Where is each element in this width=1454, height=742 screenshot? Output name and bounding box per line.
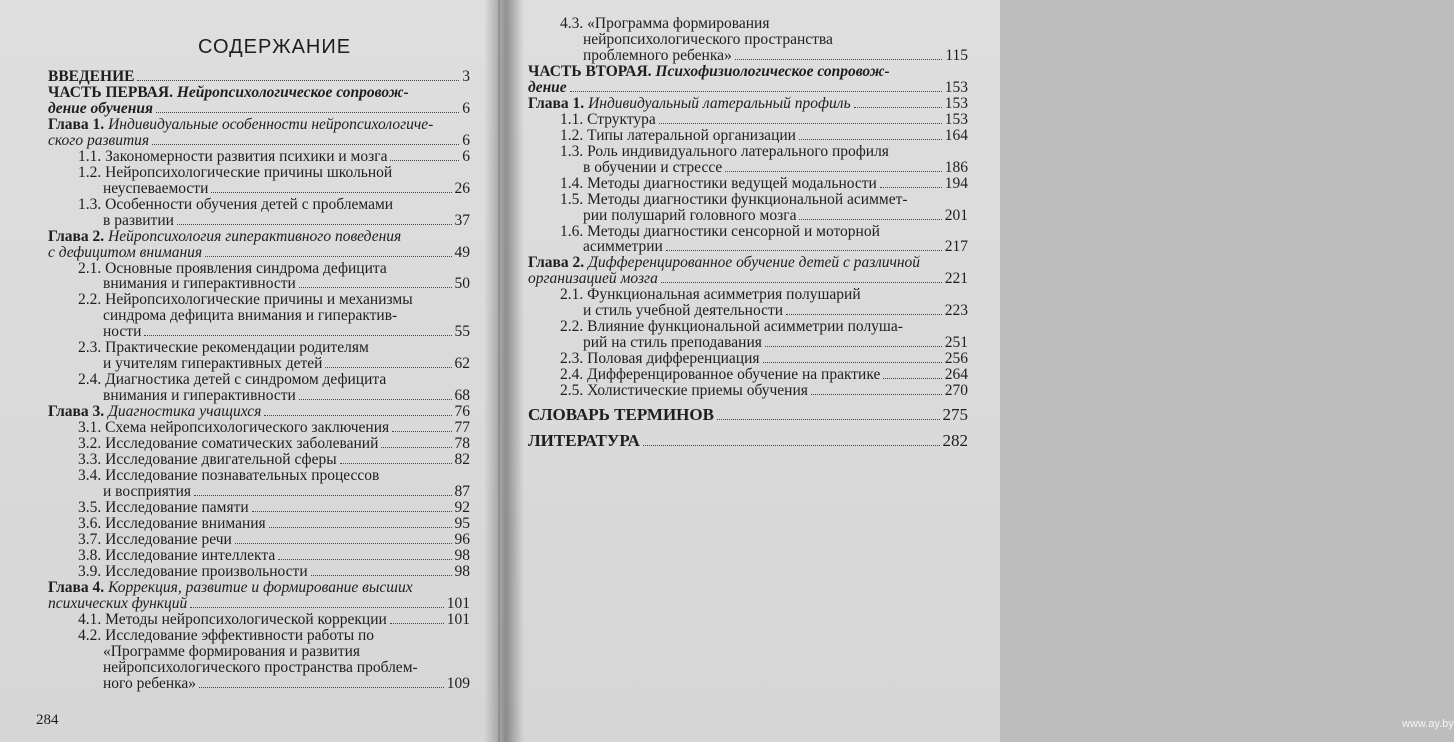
toc-page-number: 101 bbox=[446, 594, 470, 612]
dot-leader bbox=[666, 250, 942, 251]
toc-section-entry bbox=[528, 255, 968, 287]
toc-page-number: 282 bbox=[942, 431, 968, 451]
dot-leader bbox=[311, 575, 452, 576]
toc-line bbox=[528, 48, 968, 64]
dot-leader bbox=[381, 447, 451, 448]
dot-leader bbox=[205, 256, 451, 257]
toc-line bbox=[48, 261, 470, 277]
toc-line-text: ЛИТЕРАТУРА bbox=[528, 431, 640, 451]
table-of-contents-right bbox=[528, 16, 968, 451]
toc-line bbox=[48, 356, 470, 372]
toc-page-number: 87 bbox=[454, 482, 470, 500]
dot-leader bbox=[144, 335, 451, 336]
toc-line bbox=[48, 229, 470, 245]
toc-line-text: рий на стиль преподавания bbox=[583, 334, 762, 352]
dot-leader bbox=[152, 144, 459, 145]
toc-line-text: 2.3. Практические рекомендации родителям bbox=[78, 339, 369, 357]
toc-line bbox=[48, 165, 470, 181]
toc-subsection-entry bbox=[528, 112, 968, 128]
toc-section-entry bbox=[48, 85, 470, 117]
toc-page-number: 275 bbox=[942, 405, 968, 425]
toc-line bbox=[48, 181, 470, 197]
toc-page-number: 6 bbox=[462, 147, 470, 165]
toc-section-entry bbox=[48, 117, 470, 149]
toc-line-text: дение обучения bbox=[48, 99, 153, 117]
toc-page-number: 186 bbox=[944, 158, 968, 176]
toc-line bbox=[48, 436, 470, 452]
toc-line-text: 2.4. Диагностика детей с синдромом дефицита bbox=[78, 371, 387, 389]
dot-leader bbox=[190, 607, 443, 608]
toc-line bbox=[48, 340, 470, 356]
toc-line-text: Глава 4. bbox=[48, 578, 105, 596]
toc-line bbox=[48, 676, 470, 692]
toc-page-number: 201 bbox=[944, 206, 968, 224]
toc-line bbox=[528, 16, 968, 32]
toc-line-text: Глава 2. bbox=[528, 254, 585, 272]
toc-line bbox=[528, 208, 968, 224]
toc-subsection-entry bbox=[48, 165, 470, 197]
toc-line bbox=[528, 255, 968, 271]
dot-leader bbox=[269, 527, 452, 528]
toc-line-text: 1.1. Закономерности развития психики и мозга bbox=[78, 147, 388, 165]
toc-line bbox=[528, 405, 968, 425]
toc-subsection-entry bbox=[48, 420, 470, 436]
toc-line-text: 2.2. Влияние функциональной асимметрии полуша- bbox=[560, 318, 903, 336]
toc-page-number: 55 bbox=[454, 323, 470, 341]
dot-leader bbox=[340, 463, 452, 464]
toc-page-number: 92 bbox=[454, 498, 470, 516]
toc-line bbox=[48, 133, 470, 149]
contents-heading: СОДЕРЖАНИЕ bbox=[198, 36, 352, 58]
toc-page-number: 68 bbox=[454, 387, 470, 405]
toc-line bbox=[528, 160, 968, 176]
toc-line-text: 1.2. Нейропсихологические причины школьной bbox=[78, 163, 393, 181]
toc-line-text: 3.4. Исследование познавательных процессов bbox=[78, 467, 380, 485]
toc-page-number: 153 bbox=[944, 78, 968, 96]
watermark: www.ay.by bbox=[1402, 718, 1454, 730]
dot-leader bbox=[211, 192, 451, 193]
dot-leader bbox=[390, 623, 444, 624]
toc-line bbox=[528, 128, 968, 144]
toc-line-text: 2.1. Основные проявления синдрома дефицита bbox=[78, 259, 387, 277]
toc-page-number: 50 bbox=[454, 275, 470, 293]
toc-line-text: 4.1. Методы нейропсихологической коррекции bbox=[78, 610, 387, 628]
toc-line bbox=[48, 452, 470, 468]
toc-section-entry bbox=[48, 69, 470, 85]
toc-line-text: организацией мозга bbox=[528, 270, 658, 288]
toc-page-number: 115 bbox=[945, 46, 968, 64]
toc-line bbox=[48, 197, 470, 213]
toc-line-text: 1.6. Методы диагностики сенсорной и моторной bbox=[560, 222, 880, 240]
toc-line bbox=[48, 612, 470, 628]
toc-line-text: 4.3. «Программа формирования bbox=[560, 15, 770, 32]
toc-line-text: «Программе формирования и развития bbox=[103, 642, 361, 660]
toc-line bbox=[48, 292, 470, 308]
toc-line-text: дение bbox=[528, 78, 567, 96]
toc-line-text: ВВЕДЕНИЕ bbox=[48, 68, 135, 85]
toc-line bbox=[528, 80, 968, 96]
toc-line bbox=[48, 628, 470, 644]
toc-line-text: и учителям гиперактивных детей bbox=[103, 355, 323, 373]
toc-line-title: Дифференцированное обучение детей с различной bbox=[584, 254, 921, 272]
toc-subsection-entry bbox=[528, 383, 968, 399]
dot-leader bbox=[763, 362, 942, 363]
toc-page-number: 101 bbox=[446, 610, 470, 628]
toc-page-number: 6 bbox=[462, 99, 470, 117]
toc-page-number: 264 bbox=[944, 366, 968, 384]
toc-subsection-entry bbox=[48, 612, 470, 628]
page-number: 284 bbox=[36, 712, 59, 728]
toc-section-entry bbox=[48, 229, 470, 261]
toc-line-text: Глава 1. bbox=[48, 115, 105, 133]
toc-subsection-entry bbox=[528, 287, 968, 319]
toc-line bbox=[48, 276, 470, 292]
toc-line bbox=[528, 271, 968, 287]
toc-line bbox=[48, 213, 470, 229]
dot-leader bbox=[177, 224, 452, 225]
toc-subsection-entry bbox=[528, 128, 968, 144]
dot-leader bbox=[799, 139, 942, 140]
toc-line-title: Индивидуальные особенности нейропсихологиче- bbox=[104, 115, 434, 133]
toc-line bbox=[48, 117, 470, 133]
toc-page-number: 98 bbox=[454, 546, 470, 564]
toc-subsection-entry bbox=[48, 292, 470, 340]
toc-line-text: 3.1. Схема нейропсихологического заключения bbox=[78, 419, 390, 437]
toc-line bbox=[48, 596, 470, 612]
dot-leader bbox=[854, 107, 942, 108]
toc-subsection-entry bbox=[48, 564, 470, 580]
toc-subsection-entry bbox=[48, 628, 470, 692]
toc-line-text: Глава 3. bbox=[48, 403, 105, 421]
dot-leader bbox=[643, 445, 940, 446]
toc-line-text: 1.1. Структура bbox=[560, 110, 656, 128]
toc-line bbox=[48, 548, 470, 564]
toc-line-title: Нейропсихологическое сопровож- bbox=[172, 84, 409, 101]
toc-line-text: ЧАСТЬ ПЕРВАЯ. bbox=[48, 84, 173, 101]
toc-line bbox=[48, 660, 470, 676]
toc-subsection-entry bbox=[48, 548, 470, 564]
toc-page-number: 153 bbox=[944, 110, 968, 128]
toc-line bbox=[528, 64, 968, 80]
toc-subsection-entry bbox=[528, 319, 968, 351]
toc-line bbox=[528, 239, 968, 255]
toc-line-text: 2.2. Нейропсихологические причины и механизмы bbox=[78, 291, 413, 309]
toc-page-number: 37 bbox=[454, 211, 470, 229]
toc-line-text: с дефицитом внимания bbox=[48, 243, 203, 261]
toc-line-text: нейропсихологического пространства проблем- bbox=[103, 658, 418, 676]
toc-section-entry bbox=[48, 580, 470, 612]
toc-line-text: проблемного ребенка» bbox=[583, 46, 732, 64]
toc-subsection-entry bbox=[48, 372, 470, 404]
toc-subsection-entry bbox=[48, 436, 470, 452]
toc-line bbox=[528, 112, 968, 128]
toc-line bbox=[48, 149, 470, 165]
toc-line bbox=[528, 351, 968, 367]
toc-line-text: неуспеваемости bbox=[103, 179, 209, 197]
toc-line bbox=[528, 319, 968, 335]
toc-page-number: 62 bbox=[454, 355, 470, 373]
toc-line bbox=[48, 388, 470, 404]
toc-line-text: ного ребенка» bbox=[103, 674, 197, 692]
toc-line-text: 3.6. Исследование внимания bbox=[78, 514, 266, 532]
toc-line-text: 1.3. Роль индивидуального латерального профиля bbox=[560, 142, 889, 160]
toc-page-number: 82 bbox=[454, 451, 470, 469]
toc-line-text: ского развития bbox=[48, 131, 150, 149]
toc-line-text: 1.3. Особенности обучения детей с проблемами bbox=[78, 195, 394, 213]
dot-leader bbox=[137, 80, 459, 81]
toc-line-text: синдрома дефицита внимания и гиперактив- bbox=[103, 307, 398, 325]
toc-page-number: 95 bbox=[454, 514, 470, 532]
dot-leader bbox=[199, 687, 444, 688]
toc-line-text: рии полушарий головного мозга bbox=[583, 206, 797, 224]
dot-leader bbox=[390, 160, 459, 161]
toc-line bbox=[528, 431, 968, 451]
toc-page-number: 109 bbox=[446, 674, 470, 692]
toc-line bbox=[48, 245, 470, 261]
toc-line bbox=[528, 303, 968, 319]
toc-line bbox=[48, 644, 470, 660]
toc-line-text: 3.5. Исследование памяти bbox=[78, 498, 249, 516]
toc-subsection-entry bbox=[48, 532, 470, 548]
toc-page-number: 194 bbox=[944, 174, 968, 192]
dot-leader bbox=[659, 123, 942, 124]
dot-leader bbox=[725, 171, 941, 172]
toc-section-entry bbox=[528, 405, 968, 425]
toc-line bbox=[48, 532, 470, 548]
dot-leader bbox=[194, 495, 451, 496]
dot-leader bbox=[325, 367, 451, 368]
toc-line bbox=[48, 101, 470, 117]
toc-line bbox=[48, 69, 470, 85]
toc-subsection-entry bbox=[48, 197, 470, 229]
toc-page-number: 256 bbox=[944, 350, 968, 368]
toc-line-text: 3.8. Исследование интеллекта bbox=[78, 546, 276, 564]
toc-subsection-entry bbox=[528, 192, 968, 224]
toc-page-number: 26 bbox=[454, 179, 470, 197]
toc-line bbox=[528, 224, 968, 240]
toc-line bbox=[48, 324, 470, 340]
toc-page-number: 98 bbox=[454, 562, 470, 580]
toc-section-entry bbox=[528, 96, 968, 112]
toc-subsection-entry bbox=[528, 367, 968, 383]
toc-line bbox=[528, 32, 968, 48]
toc-line-text: 3.2. Исследование соматических заболеваний bbox=[78, 435, 379, 453]
dot-leader bbox=[799, 219, 941, 220]
dot-leader bbox=[264, 415, 451, 416]
toc-line-title: Нейропсихология гиперактивного поведения bbox=[104, 227, 402, 245]
toc-line-title: Коррекция, развитие и формирование высших bbox=[104, 578, 413, 596]
toc-section-entry bbox=[48, 404, 470, 420]
toc-line-text: Глава 2. bbox=[48, 227, 105, 245]
dot-leader bbox=[786, 314, 942, 315]
dot-leader bbox=[661, 282, 942, 283]
toc-line-text: 1.4. Методы диагностики ведущей модальности bbox=[560, 174, 877, 192]
toc-line-text: в обучении и стрессе bbox=[583, 158, 723, 176]
toc-line-title: Психофизиологическое сопровож- bbox=[651, 62, 890, 80]
toc-line-text: внимания и гиперактивности bbox=[103, 387, 296, 405]
toc-subsection-entry bbox=[48, 500, 470, 516]
dot-leader bbox=[299, 287, 452, 288]
toc-line bbox=[48, 500, 470, 516]
right-page bbox=[500, 0, 1454, 742]
toc-page-number: 49 bbox=[454, 243, 470, 261]
dot-leader bbox=[235, 543, 452, 544]
toc-subsection-entry bbox=[48, 149, 470, 165]
toc-line-text: 1.5. Методы диагностики функциональной асиммет- bbox=[560, 190, 908, 208]
toc-line-text: асимметрии bbox=[583, 238, 663, 256]
toc-line-text: 1.2. Типы латеральной организации bbox=[560, 126, 796, 144]
toc-subsection-entry bbox=[528, 224, 968, 256]
left-page bbox=[0, 0, 498, 742]
toc-subsection-entry bbox=[528, 351, 968, 367]
toc-page-number: 6 bbox=[462, 131, 470, 149]
toc-line bbox=[528, 367, 968, 383]
toc-page-number: 96 bbox=[454, 530, 470, 548]
toc-line bbox=[528, 176, 968, 192]
toc-line-text: 3.7. Исследование речи bbox=[78, 530, 232, 548]
toc-line-text: и стиль учебной деятельности bbox=[583, 302, 784, 320]
toc-page-number: 77 bbox=[454, 419, 470, 437]
toc-line-text: 3.3. Исследование двигательной сферы bbox=[78, 451, 337, 469]
toc-line bbox=[48, 484, 470, 500]
toc-line-text: внимания и гиперактивности bbox=[103, 275, 296, 293]
toc-line-text: ности bbox=[103, 323, 142, 341]
toc-line-text: 2.4. Дифференцированное обучение на практике bbox=[560, 366, 881, 384]
toc-subsection-entry bbox=[48, 261, 470, 293]
toc-page-number: 76 bbox=[454, 403, 470, 421]
toc-page-number: 3 bbox=[462, 68, 470, 85]
dot-leader bbox=[811, 394, 942, 395]
dot-leader bbox=[392, 431, 451, 432]
toc-line-text: нейропсихологического пространства bbox=[583, 30, 833, 48]
toc-line-title: Диагностика учащихся bbox=[104, 403, 262, 421]
toc-line bbox=[48, 516, 470, 532]
toc-line bbox=[48, 372, 470, 388]
dot-leader bbox=[252, 511, 452, 512]
toc-page-number: 251 bbox=[944, 334, 968, 352]
toc-page-number: 223 bbox=[944, 302, 968, 320]
toc-page-number: 270 bbox=[944, 382, 968, 400]
dot-leader bbox=[156, 112, 459, 113]
toc-subsection-entry bbox=[528, 176, 968, 192]
dot-leader bbox=[570, 91, 942, 92]
toc-line bbox=[528, 335, 968, 351]
toc-line bbox=[48, 85, 470, 101]
table-of-contents-left bbox=[48, 69, 470, 692]
toc-subsection-entry bbox=[48, 468, 470, 500]
toc-line bbox=[528, 383, 968, 399]
toc-line-text: 4.2. Исследование эффективности работы по bbox=[78, 626, 375, 644]
toc-subsection-entry bbox=[48, 516, 470, 532]
toc-line bbox=[48, 580, 470, 596]
toc-line-text: в развитии bbox=[103, 211, 174, 229]
toc-line bbox=[528, 192, 968, 208]
toc-line-text: 2.5. Холистические приемы обучения bbox=[560, 382, 808, 400]
toc-line bbox=[48, 308, 470, 324]
toc-page-number: 164 bbox=[944, 126, 968, 144]
toc-line bbox=[528, 96, 968, 112]
toc-line bbox=[48, 420, 470, 436]
toc-line-text: и восприятия bbox=[103, 482, 192, 500]
toc-line-text: Глава 1. bbox=[528, 94, 585, 112]
toc-subsection-entry bbox=[528, 144, 968, 176]
toc-section-entry bbox=[528, 64, 968, 96]
toc-page-number: 217 bbox=[944, 238, 968, 256]
dot-leader bbox=[717, 419, 940, 420]
dot-leader bbox=[765, 346, 942, 347]
toc-subsection-entry bbox=[48, 340, 470, 372]
dot-leader bbox=[299, 399, 452, 400]
toc-line bbox=[48, 564, 470, 580]
toc-page-number: 153 bbox=[944, 94, 968, 112]
toc-line bbox=[48, 468, 470, 484]
toc-line-text: 3.9. Исследование произвольности bbox=[78, 562, 308, 580]
toc-line-title: Индивидуальный латеральный профиль bbox=[584, 94, 851, 112]
toc-line-text: 2.1. Функциональная асимметрия полушарий bbox=[560, 286, 861, 304]
dot-leader bbox=[735, 59, 943, 60]
toc-line-text: психических функций bbox=[48, 594, 188, 612]
toc-subsection-entry bbox=[528, 16, 968, 64]
toc-section-entry bbox=[528, 431, 968, 451]
toc-line-text: СЛОВАРЬ ТЕРМИНОВ bbox=[528, 405, 714, 425]
dot-leader bbox=[278, 559, 451, 560]
toc-line bbox=[528, 144, 968, 160]
toc-page-number: 221 bbox=[944, 270, 968, 288]
toc-page-number: 78 bbox=[454, 435, 470, 453]
dot-leader bbox=[880, 187, 942, 188]
toc-line bbox=[48, 404, 470, 420]
toc-line-text: ЧАСТЬ ВТОРАЯ. bbox=[528, 62, 652, 80]
toc-subsection-entry bbox=[48, 452, 470, 468]
dot-leader bbox=[883, 378, 941, 379]
toc-line-text: 2.3. Половая дифференциация bbox=[560, 350, 760, 368]
toc-line bbox=[528, 287, 968, 303]
